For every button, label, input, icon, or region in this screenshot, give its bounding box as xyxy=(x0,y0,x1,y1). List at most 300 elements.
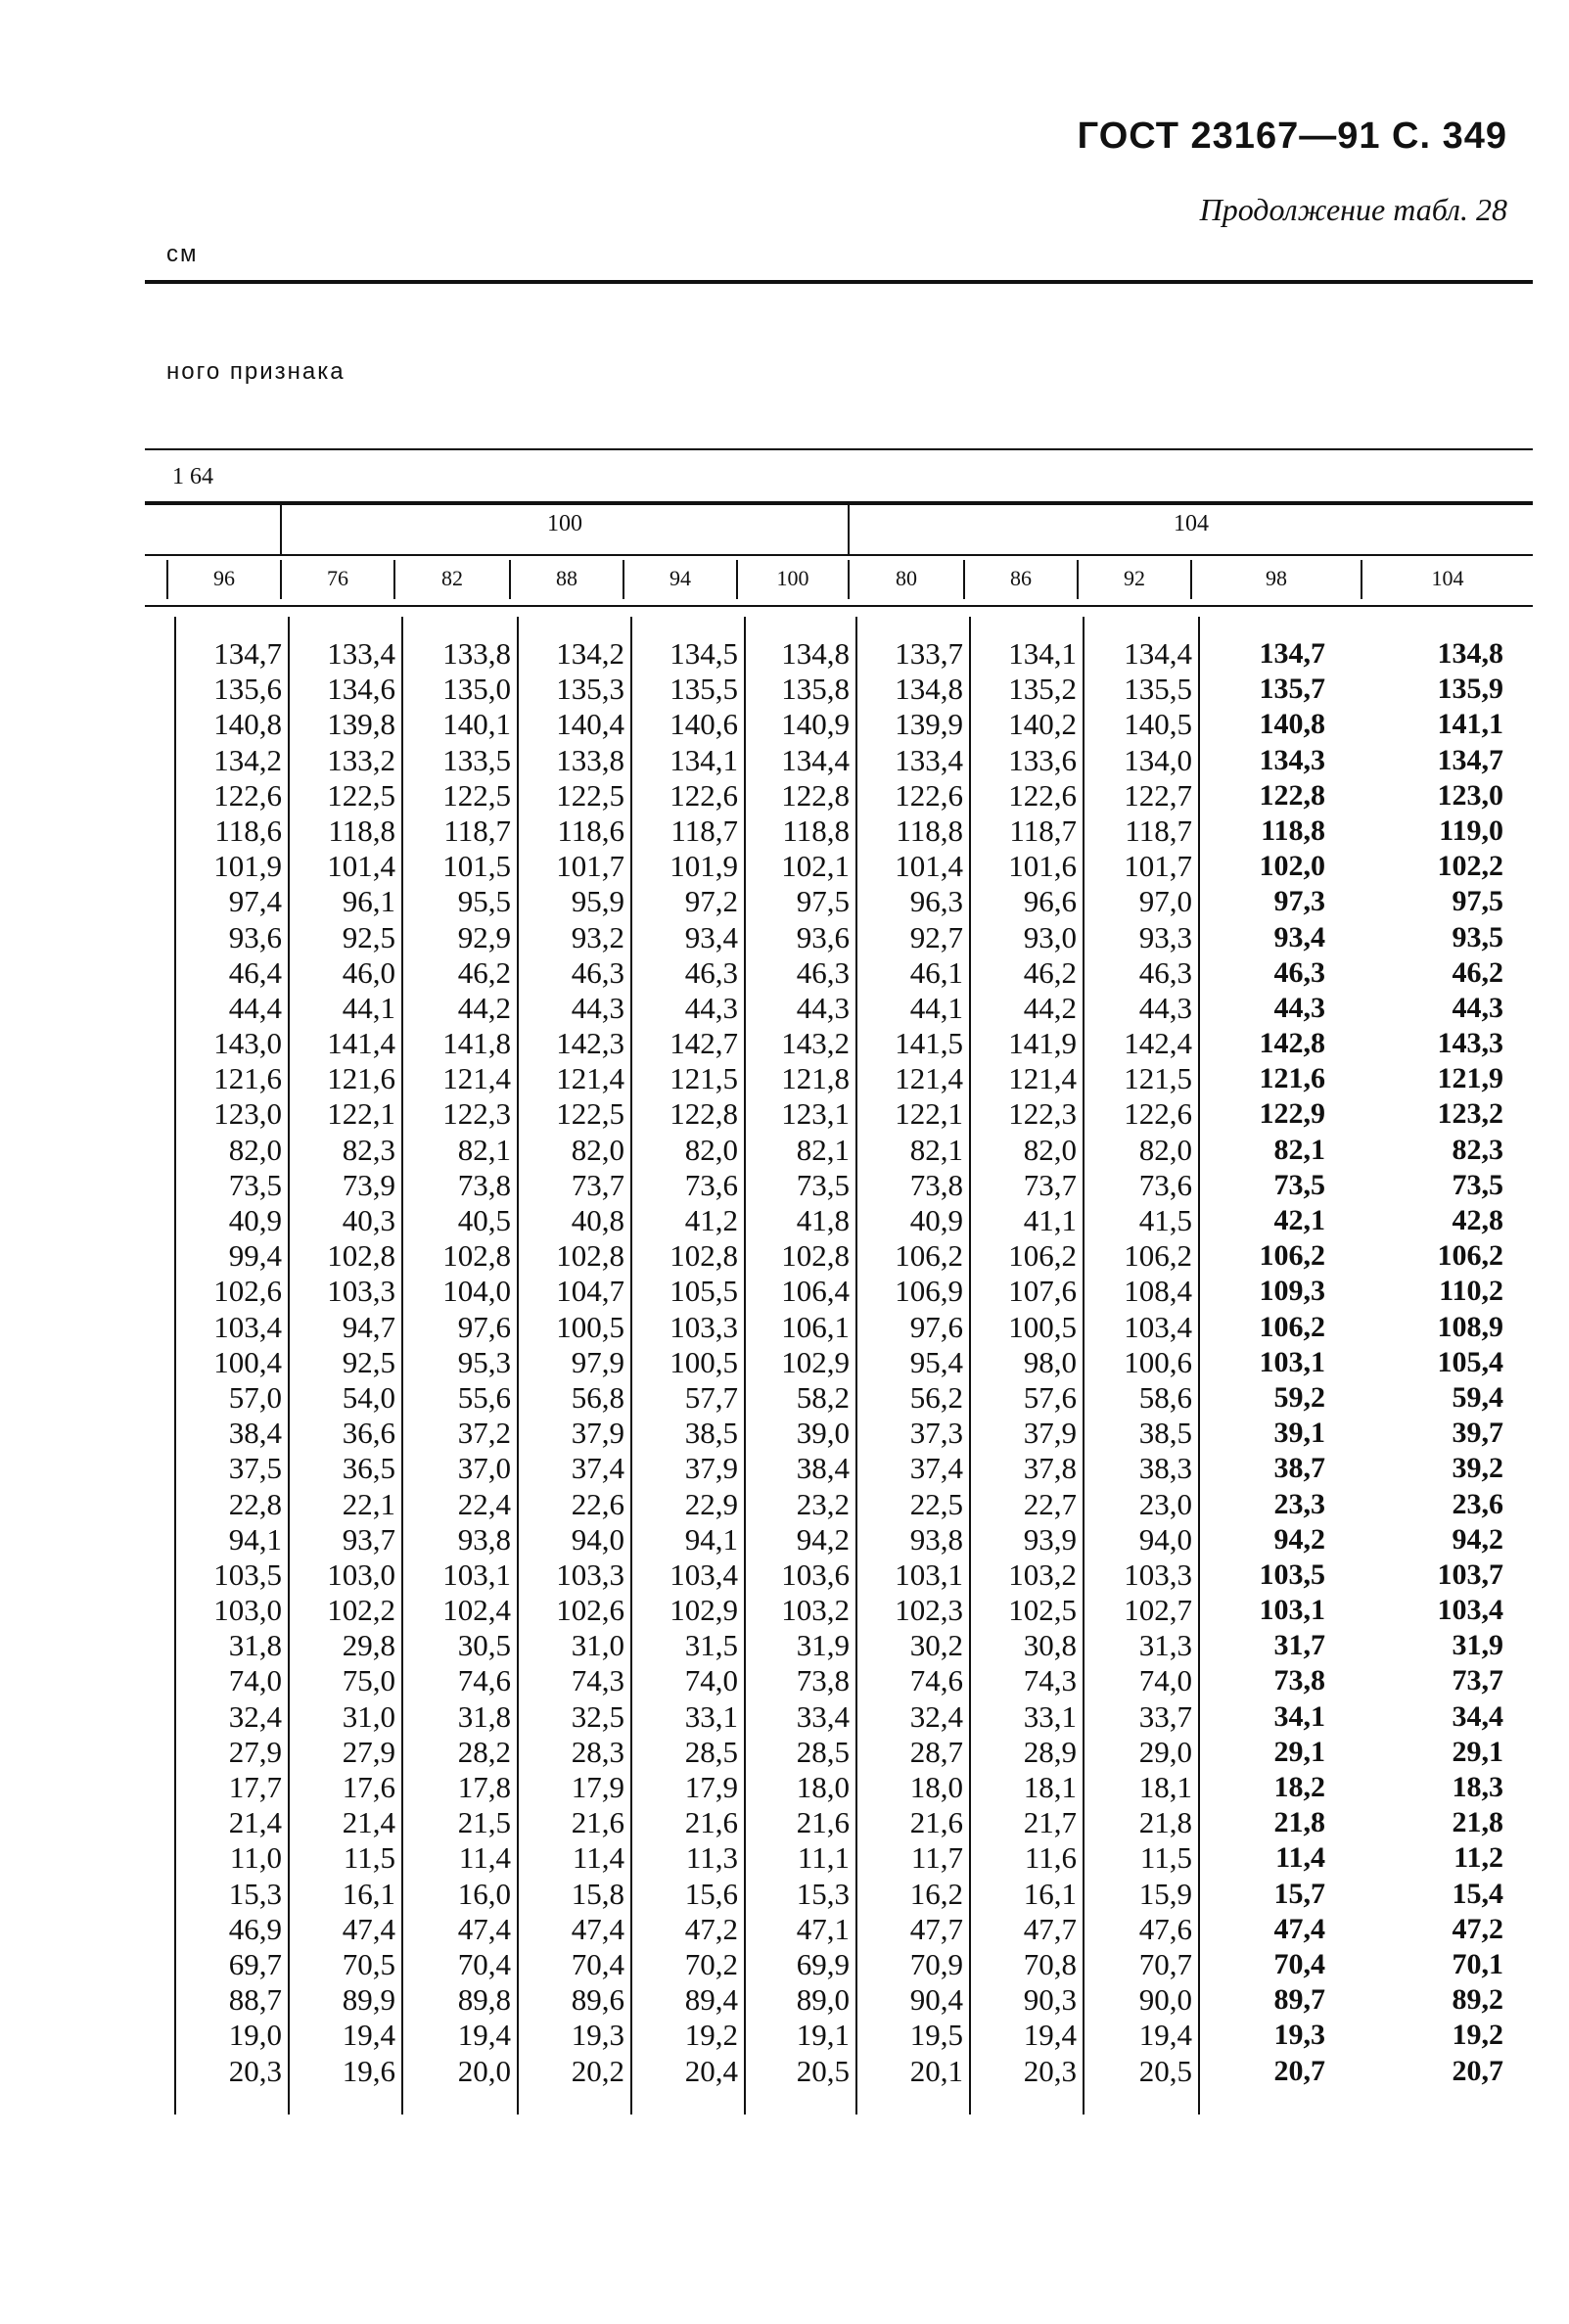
table-cell: 142,7 xyxy=(669,1026,738,1061)
table-cell: 37,9 xyxy=(684,1451,738,1486)
table-column xyxy=(290,636,395,2089)
table-cell: 46,2 xyxy=(1023,954,1077,990)
table-cell: 141,5 xyxy=(895,1026,963,1061)
table-cell: 93,7 xyxy=(342,1521,395,1557)
table-cell: 123,0 xyxy=(213,1096,282,1132)
table-cell: 41,8 xyxy=(796,1203,850,1237)
table-cell: 39,7 xyxy=(1452,1417,1503,1450)
table-cell: 73,7 xyxy=(1023,1167,1077,1202)
table-cell: 141,9 xyxy=(1008,1026,1077,1061)
table-cell: 141,8 xyxy=(442,1026,511,1061)
group-header-100: 100 xyxy=(547,511,582,536)
table-cell: 37,5 xyxy=(228,1451,282,1486)
table-cell: 89,2 xyxy=(1452,1983,1503,2017)
table-cell: 11,4 xyxy=(458,1840,511,1876)
table-cell: 31,9 xyxy=(796,1628,850,1663)
table-cell: 103,3 xyxy=(327,1274,395,1309)
table-cell: 97,6 xyxy=(909,1309,963,1344)
table-cell: 39,0 xyxy=(796,1416,850,1451)
table-cell: 88,7 xyxy=(228,1982,282,2018)
table-cell: 106,9 xyxy=(895,1274,963,1309)
table-cell: 101,4 xyxy=(895,849,963,884)
table-cell: 34,4 xyxy=(1452,1699,1503,1733)
table-cell: 97,6 xyxy=(457,1309,511,1344)
table-cell: 103,3 xyxy=(556,1557,624,1592)
table-cell: 69,7 xyxy=(228,1946,282,1981)
table-cell: 134,0 xyxy=(1124,742,1192,777)
table-cell: 33,4 xyxy=(796,1698,850,1734)
table-cell: 73,7 xyxy=(1452,1664,1503,1697)
table-cell: 17,8 xyxy=(457,1770,511,1804)
table-cell: 119,0 xyxy=(1439,813,1503,847)
table-cell: 92,9 xyxy=(457,919,511,954)
table-cell: 134,6 xyxy=(327,672,395,707)
table-cell: 103,0 xyxy=(327,1557,395,1592)
table-cell: 97,9 xyxy=(571,1344,624,1379)
table-cell: 118,7 xyxy=(443,813,511,848)
table-cell: 93,0 xyxy=(1023,919,1077,954)
table-cell: 122,5 xyxy=(556,777,624,813)
table-cell: 123,1 xyxy=(781,1096,850,1132)
table-cell: 47,6 xyxy=(1138,1911,1192,1946)
table-cell: 135,0 xyxy=(442,672,511,707)
table-cell: 103,5 xyxy=(213,1557,282,1592)
table-cell: 93,5 xyxy=(1452,920,1503,953)
table-cell: 122,6 xyxy=(669,777,738,813)
table-cell: 102,4 xyxy=(442,1593,511,1628)
table-cell: 102,1 xyxy=(781,849,850,884)
table-cell: 140,6 xyxy=(669,707,738,742)
table-cell: 118,7 xyxy=(1009,813,1077,848)
table-cell: 133,4 xyxy=(895,742,963,777)
table-cell: 100,4 xyxy=(213,1344,282,1379)
table-cell: 40,9 xyxy=(228,1203,282,1237)
table-cell: 70,4 xyxy=(457,1946,511,1981)
table-cell: 102,6 xyxy=(556,1593,624,1628)
table-cell: 133,8 xyxy=(556,742,624,777)
table-cell: 28,5 xyxy=(796,1734,850,1769)
table-cell: 135,9 xyxy=(1437,673,1503,706)
table-cell: 15,6 xyxy=(684,1876,738,1911)
table-cell: 74,0 xyxy=(684,1663,738,1698)
table-cell: 44,2 xyxy=(457,990,511,1025)
table-cell: 101,4 xyxy=(327,849,395,884)
column-header: 86 xyxy=(1010,566,1032,590)
table-cell: 33,1 xyxy=(1023,1698,1077,1734)
table-cell: 135,7 xyxy=(1259,673,1325,706)
table-cell: 82,0 xyxy=(1023,1132,1077,1167)
table-cell: 103,4 xyxy=(213,1309,282,1344)
table-cell: 97,5 xyxy=(796,884,850,919)
table-cell: 97,2 xyxy=(684,884,738,919)
column-header: 94 xyxy=(669,566,691,590)
table-cell: 29,1 xyxy=(1452,1735,1503,1768)
table-cell: 73,5 xyxy=(796,1167,850,1202)
table-cell: 28,5 xyxy=(684,1734,738,1769)
table-cell: 46,1 xyxy=(909,954,963,990)
table-cell: 21,7 xyxy=(1023,1805,1077,1840)
table-cell: 122,5 xyxy=(556,1096,624,1132)
table-cell: 19,4 xyxy=(1138,2018,1192,2053)
table-cell: 134,3 xyxy=(1259,743,1325,776)
table-column xyxy=(1200,636,1325,2089)
table-cell: 121,4 xyxy=(1008,1061,1077,1096)
table-cell: 21,8 xyxy=(1273,1806,1325,1839)
table-cell: 73,6 xyxy=(684,1167,738,1202)
column-header: 82 xyxy=(441,566,463,590)
table-cell: 122,3 xyxy=(442,1096,511,1132)
table-cell: 47,4 xyxy=(571,1911,624,1946)
table-cell: 57,0 xyxy=(228,1379,282,1415)
table-cell: 102,8 xyxy=(669,1238,738,1274)
table-cell: 70,7 xyxy=(1138,1946,1192,1981)
table-cell: 37,4 xyxy=(909,1451,963,1486)
table-cell: 69,9 xyxy=(796,1946,850,1981)
table-cell: 39,1 xyxy=(1273,1417,1325,1450)
table-cell: 28,3 xyxy=(571,1734,624,1769)
table-cell: 21,6 xyxy=(909,1805,963,1840)
table-top-rule xyxy=(145,448,1533,450)
table-column xyxy=(519,636,624,2089)
table-cell: 19,1 xyxy=(796,2018,850,2053)
table-cell: 42,8 xyxy=(1452,1204,1503,1236)
table-cell: 141,4 xyxy=(327,1026,395,1061)
table-cell: 122,8 xyxy=(1259,778,1325,812)
table-cell: 118,6 xyxy=(557,813,624,848)
table-cell: 101,9 xyxy=(213,849,282,884)
table-cell: 29,8 xyxy=(342,1628,395,1663)
table-cell: 135,5 xyxy=(669,672,738,707)
table-cell: 96,3 xyxy=(909,884,963,919)
table-cell: 103,0 xyxy=(213,1593,282,1628)
table-cell: 104,0 xyxy=(442,1274,511,1309)
table-cell: 118,8 xyxy=(328,813,395,848)
table-cell: 123,2 xyxy=(1437,1097,1503,1131)
table-cell: 44,3 xyxy=(1138,990,1192,1025)
table-cell: 82,3 xyxy=(1452,1133,1503,1166)
table-cell: 105,4 xyxy=(1437,1345,1503,1378)
table-cell: 21,4 xyxy=(342,1805,395,1840)
table-cell: 89,4 xyxy=(684,1982,738,2018)
table-cell: 96,1 xyxy=(342,884,395,919)
table-cell: 46,3 xyxy=(796,954,850,990)
table-cell: 70,4 xyxy=(571,1946,624,1981)
table-cell: 122,1 xyxy=(327,1096,395,1132)
table-cell: 70,1 xyxy=(1452,1947,1503,1980)
table-cell: 106,2 xyxy=(1437,1239,1503,1273)
table-cell: 46,0 xyxy=(342,954,395,990)
table-cell: 89,8 xyxy=(457,1982,511,2018)
table-cell: 94,2 xyxy=(1273,1522,1325,1556)
table-cell: 18,0 xyxy=(796,1770,850,1804)
table-cell: 121,6 xyxy=(327,1061,395,1096)
table-cell: 133,6 xyxy=(1008,742,1077,777)
table-cell: 90,3 xyxy=(1023,1982,1077,2018)
table-cell: 18,1 xyxy=(1138,1770,1192,1804)
table-cell: 101,9 xyxy=(669,849,738,884)
table-cell: 142,3 xyxy=(556,1026,624,1061)
table-cell: 93,4 xyxy=(1273,920,1325,953)
table-cell: 15,9 xyxy=(1138,1876,1192,1911)
table-cell: 44,1 xyxy=(342,990,395,1025)
table-cell: 73,9 xyxy=(342,1167,395,1202)
table-cell: 20,5 xyxy=(796,2053,850,2088)
table-cell: 134,7 xyxy=(1437,743,1503,776)
table-cell: 31,3 xyxy=(1138,1628,1192,1663)
table-cell: 11,3 xyxy=(685,1840,738,1876)
table-cell: 103,5 xyxy=(1259,1557,1325,1591)
table-cell: 74,6 xyxy=(909,1663,963,1698)
table-cell: 122,5 xyxy=(327,777,395,813)
table-cell: 106,2 xyxy=(1259,1239,1325,1273)
table-cell: 19,4 xyxy=(342,2018,395,2053)
table-cell: 105,5 xyxy=(669,1274,738,1309)
table-cell: 134,5 xyxy=(669,636,738,671)
table-cell: 23,2 xyxy=(796,1486,850,1521)
table-cell: 97,0 xyxy=(1138,884,1192,919)
table-cell: 41,2 xyxy=(684,1203,738,1237)
table-cell: 28,7 xyxy=(909,1734,963,1769)
table-cell: 106,2 xyxy=(1124,1238,1192,1274)
table-cell: 70,8 xyxy=(1023,1946,1077,1981)
table-cell: 121,6 xyxy=(213,1061,282,1096)
table-cell: 38,5 xyxy=(1138,1416,1192,1451)
table-cell: 23,3 xyxy=(1273,1487,1325,1520)
table-cell: 47,7 xyxy=(1023,1911,1077,1946)
table-cell: 133,5 xyxy=(442,742,511,777)
table-cell: 33,1 xyxy=(684,1698,738,1734)
table-cell: 97,4 xyxy=(228,884,282,919)
table-cell: 73,5 xyxy=(1273,1168,1325,1201)
table-cell: 47,1 xyxy=(796,1911,850,1946)
table-cell: 118,8 xyxy=(1261,813,1325,847)
table-cell: 73,8 xyxy=(457,1167,511,1202)
table-cell: 47,4 xyxy=(342,1911,395,1946)
table-cell: 82,0 xyxy=(571,1132,624,1167)
table-cell: 70,9 xyxy=(909,1946,963,1981)
table-cell: 37,2 xyxy=(457,1416,511,1451)
table-cell: 135,6 xyxy=(213,672,282,707)
table-cell: 94,2 xyxy=(1452,1522,1503,1556)
table-cell: 19,4 xyxy=(457,2018,511,2053)
column-header: 100 xyxy=(776,566,809,590)
table-cell: 118,7 xyxy=(670,813,738,848)
table-cell: 97,3 xyxy=(1273,885,1325,918)
table-cell: 55,6 xyxy=(457,1379,511,1415)
table-cell: 20,2 xyxy=(571,2053,624,2088)
table-cell: 122,6 xyxy=(1124,1096,1192,1132)
table-cell: 122,5 xyxy=(442,777,511,813)
table-cell: 121,4 xyxy=(895,1061,963,1096)
table-cell: 135,5 xyxy=(1124,672,1192,707)
table-cell: 122,9 xyxy=(1259,1097,1325,1131)
table-cell: 44,4 xyxy=(228,990,282,1025)
table-cell: 47,7 xyxy=(909,1911,963,1946)
table-cell: 102,9 xyxy=(781,1344,850,1379)
table-cell: 101,7 xyxy=(556,849,624,884)
table-cell: 73,8 xyxy=(909,1167,963,1202)
table-cell: 54,0 xyxy=(342,1379,395,1415)
table-cell: 46,2 xyxy=(1452,955,1503,989)
table-cell: 27,9 xyxy=(228,1734,282,1769)
table-cell: 73,8 xyxy=(1273,1664,1325,1697)
table-cell: 121,5 xyxy=(669,1061,738,1096)
table-cell: 102,8 xyxy=(442,1238,511,1274)
group-header-104: 104 xyxy=(1174,511,1209,536)
table-cell: 18,3 xyxy=(1452,1771,1503,1803)
table-column xyxy=(403,636,511,2089)
table-cell: 11,2 xyxy=(1454,1841,1503,1875)
table-cell: 20,0 xyxy=(457,2053,511,2088)
group-header-bottom-rule xyxy=(145,554,1533,556)
table-cell: 106,1 xyxy=(781,1309,850,1344)
table-cell: 42,1 xyxy=(1273,1204,1325,1236)
table-cell: 46,4 xyxy=(228,954,282,990)
table-cell: 134,4 xyxy=(781,742,850,777)
table-cell: 16,0 xyxy=(457,1876,511,1911)
table-cell: 103,4 xyxy=(669,1557,738,1592)
table-cell: 46,9 xyxy=(228,1911,282,1946)
table-cell: 23,6 xyxy=(1452,1487,1503,1520)
table-cell: 70,4 xyxy=(1273,1947,1325,1980)
table-cell: 101,6 xyxy=(1008,849,1077,884)
table-cell: 38,4 xyxy=(228,1416,282,1451)
table-cell: 40,5 xyxy=(457,1203,511,1237)
table-cell: 122,8 xyxy=(781,777,850,813)
table-cell: 89,7 xyxy=(1273,1983,1325,2017)
table-cell: 122,3 xyxy=(1008,1096,1077,1132)
table-cell: 102,3 xyxy=(895,1593,963,1628)
table-cell: 37,4 xyxy=(571,1451,624,1486)
table-cell: 95,3 xyxy=(457,1344,511,1379)
table-cell: 28,2 xyxy=(457,1734,511,1769)
table-cell: 40,8 xyxy=(571,1203,624,1237)
table-cell: 18,1 xyxy=(1023,1770,1077,1804)
top-rule xyxy=(145,280,1533,284)
table-cell: 19,2 xyxy=(1452,2019,1503,2052)
table-cell: 36,5 xyxy=(342,1451,395,1486)
table-cell: 27,9 xyxy=(342,1734,395,1769)
table-cell: 103,1 xyxy=(442,1557,511,1592)
table-column xyxy=(632,636,738,2089)
table-cell: 89,9 xyxy=(342,1982,395,2018)
table-cell: 93,9 xyxy=(1023,1521,1077,1557)
table-cell: 118,8 xyxy=(782,813,850,848)
table-cell: 102,9 xyxy=(669,1593,738,1628)
table-cell: 140,1 xyxy=(442,707,511,742)
table-cell: 104,7 xyxy=(556,1274,624,1309)
table-cell: 17,9 xyxy=(684,1770,738,1804)
table-cell: 19,4 xyxy=(1023,2018,1077,2053)
table-cell: 134,4 xyxy=(1124,636,1192,671)
table-cell: 46,3 xyxy=(684,954,738,990)
table-cell: 30,2 xyxy=(909,1628,963,1663)
table-cell: 101,7 xyxy=(1124,849,1192,884)
table-cell: 142,8 xyxy=(1259,1027,1325,1060)
table-cell: 39,2 xyxy=(1452,1452,1503,1485)
column-header: 92 xyxy=(1124,566,1145,590)
table-cell: 122,7 xyxy=(1124,777,1192,813)
table-cell: 15,3 xyxy=(796,1876,850,1911)
table-cell: 133,2 xyxy=(327,742,395,777)
table-cell: 74,3 xyxy=(1023,1663,1077,1698)
table-cell: 134,7 xyxy=(1259,637,1325,670)
table-cell: 20,3 xyxy=(1023,2053,1077,2088)
table-cell: 140,9 xyxy=(781,707,850,742)
unit-label: см xyxy=(166,241,199,267)
table-cell: 92,5 xyxy=(342,919,395,954)
table-cell: 102,7 xyxy=(1124,1593,1192,1628)
table-cell: 134,8 xyxy=(1437,637,1503,670)
table-cell: 28,9 xyxy=(1023,1734,1077,1769)
table-cell: 70,5 xyxy=(342,1946,395,1981)
table-cell: 23,0 xyxy=(1138,1486,1192,1521)
table-cell: 11,5 xyxy=(1139,1840,1192,1876)
table-cell: 47,2 xyxy=(684,1911,738,1946)
table-cell: 31,8 xyxy=(228,1628,282,1663)
table-cell: 37,3 xyxy=(909,1416,963,1451)
table-cell: 92,5 xyxy=(342,1344,395,1379)
table-cell: 30,8 xyxy=(1023,1628,1077,1663)
table-cell: 94,1 xyxy=(228,1521,282,1557)
table-cell: 37,9 xyxy=(1023,1416,1077,1451)
table-cell: 22,9 xyxy=(684,1486,738,1521)
table-cell: 95,9 xyxy=(571,884,624,919)
table-cell: 41,5 xyxy=(1138,1203,1192,1237)
table-cell: 93,8 xyxy=(909,1521,963,1557)
table-cell: 134,2 xyxy=(556,636,624,671)
table-column xyxy=(1362,636,1503,2089)
column-header: 104 xyxy=(1431,566,1464,590)
table-cell: 47,2 xyxy=(1452,1912,1503,1945)
table-cell: 118,6 xyxy=(214,813,282,848)
table-cell: 94,2 xyxy=(796,1521,850,1557)
table-cell: 40,3 xyxy=(342,1203,395,1237)
table-cell: 22,4 xyxy=(457,1486,511,1521)
table-cell: 103,6 xyxy=(781,1557,850,1592)
table-cell: 143,2 xyxy=(781,1026,850,1061)
table-cell: 106,4 xyxy=(781,1274,850,1309)
table-cell: 70,2 xyxy=(684,1946,738,1981)
table-cell: 59,4 xyxy=(1452,1380,1503,1414)
table-cell: 97,5 xyxy=(1452,885,1503,918)
table-cell: 44,3 xyxy=(796,990,850,1025)
table-cell: 11,5 xyxy=(343,1840,395,1876)
table-cell: 82,0 xyxy=(684,1132,738,1167)
table-cell: 73,7 xyxy=(571,1167,624,1202)
table-cell: 19,2 xyxy=(684,2018,738,2053)
column-header: 98 xyxy=(1266,566,1287,590)
table-cell: 103,7 xyxy=(1437,1557,1503,1591)
table-cell: 121,4 xyxy=(442,1061,511,1096)
table-cell: 37,9 xyxy=(571,1416,624,1451)
table-cell: 99,4 xyxy=(228,1238,282,1274)
row-fragment-label: 1 64 xyxy=(172,464,213,489)
table-cell: 11,4 xyxy=(1275,1841,1325,1875)
table-cell: 11,0 xyxy=(229,1840,282,1876)
table-cell: 122,6 xyxy=(213,777,282,813)
table-cell: 19,5 xyxy=(909,2018,963,2053)
table-cell: 59,2 xyxy=(1273,1380,1325,1414)
table-cell: 141,1 xyxy=(1437,708,1503,741)
table-column xyxy=(176,636,282,2089)
table-cell: 103,3 xyxy=(669,1309,738,1344)
table-cell: 41,1 xyxy=(1023,1203,1077,1237)
table-cell: 22,7 xyxy=(1023,1486,1077,1521)
table-cell: 140,2 xyxy=(1008,707,1077,742)
table-cell: 82,3 xyxy=(342,1132,395,1167)
table-cell: 102,8 xyxy=(327,1238,395,1274)
